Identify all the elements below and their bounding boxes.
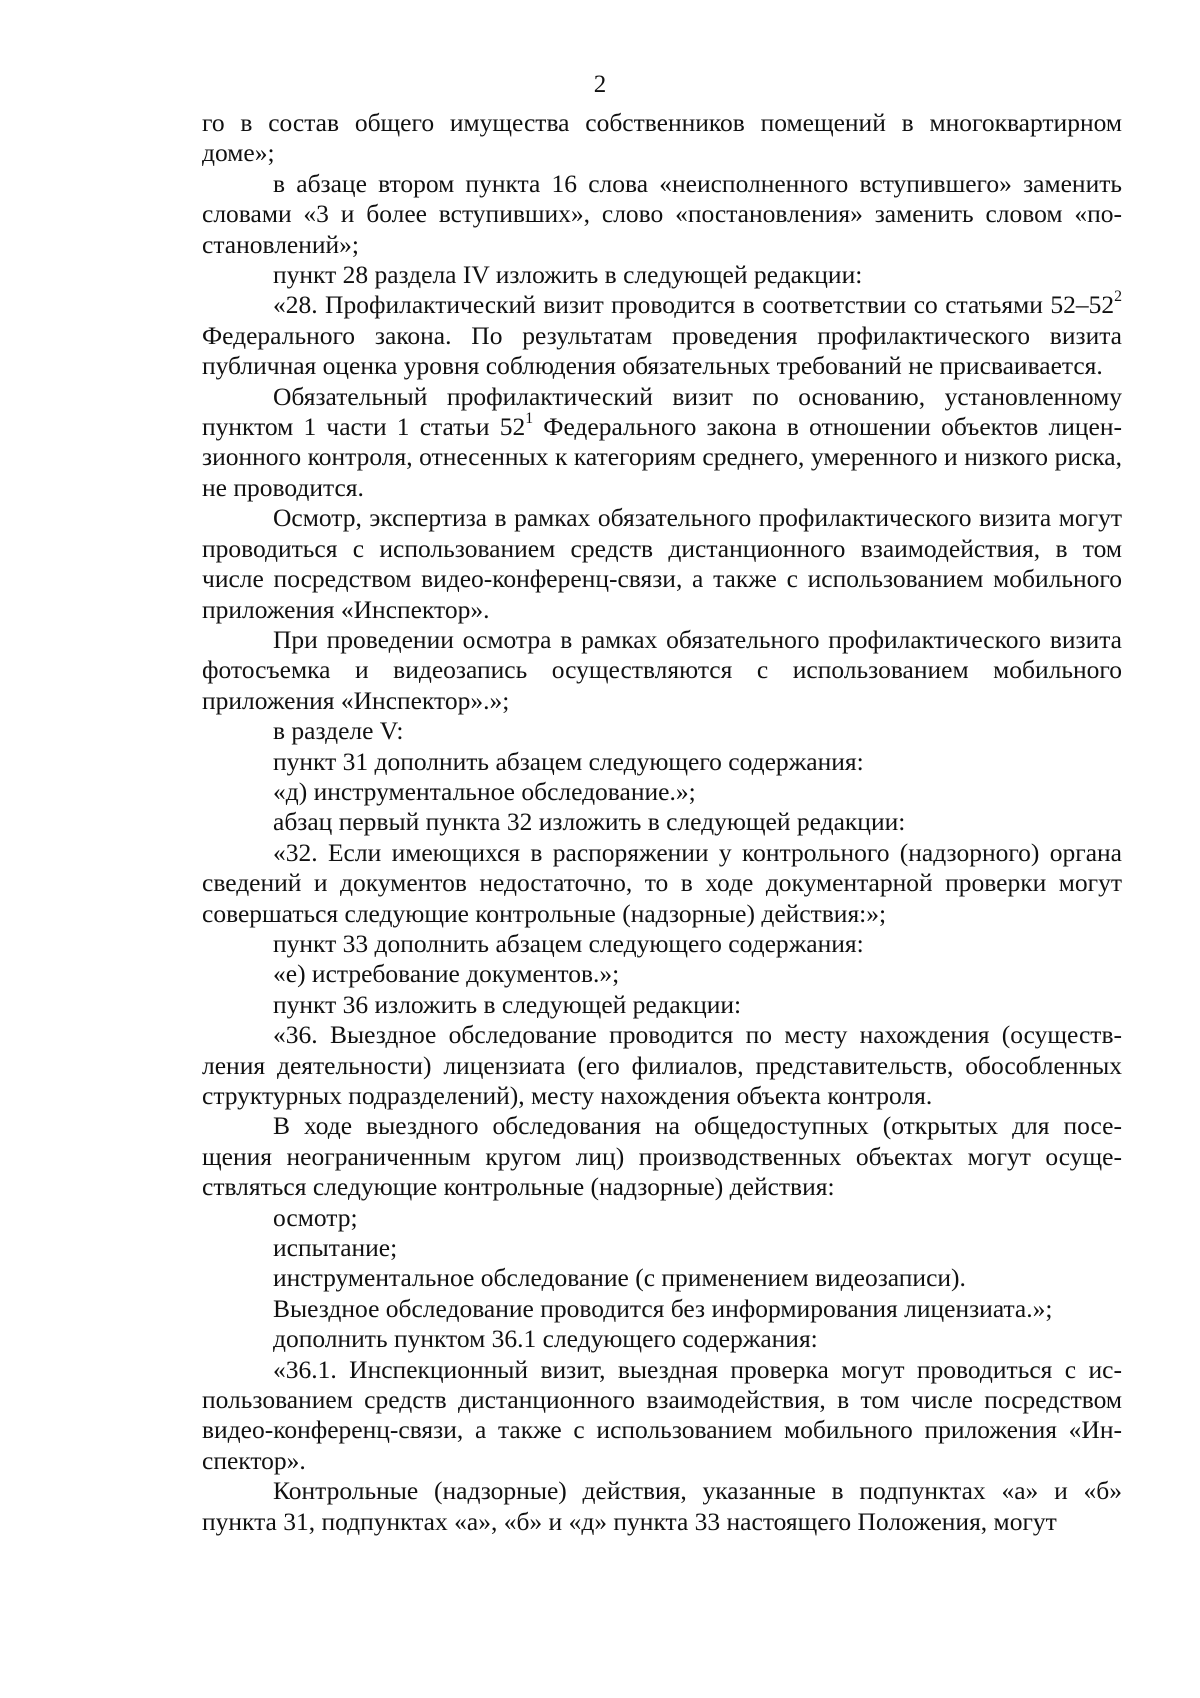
paragraph-inspection-remote: Осмотр, экспертиза в рамках обязательного профилактического визита могут проводиться с использованием средств дистанционного взаимодействия, в том числе посредством видео-конференц-связи, а также с использованием мобильного приложения «Инспектор».	[202, 503, 1122, 624]
paragraph-no-notification: Выездное обследование проводится без информирования лицензиата.»;	[273, 1293, 1053, 1323]
list-item-inspection: осмотр;	[273, 1202, 358, 1232]
paragraph-item-28-intro: пункт 28 раздела IV изложить в следующей редакции:	[273, 260, 863, 290]
paragraph-mandatory-visit: Обязательный профилактический визит по основанию, установленному пунктом 1 части 1 статьи $52^1$ Федерального закона в отношении объектов лицензионного контроля, отнесенных к категориям среднего, умеренного и низкого риска, не проводится.	[202, 381, 1122, 502]
page-number: 2	[593, 71, 607, 98]
paragraph-item-36-1-intro: дополнить пунктом 36.1 следующего содержания:	[273, 1324, 818, 1354]
paragraph-field-survey: В ходе выездного обследования на общедоступных (открытых для посещения неограниченным кругом лиц) производственных объектах могут осуществляться следующие контрольные (надзорные) действия:	[202, 1111, 1122, 1202]
paragraph-item-16: в абзаце втором пункта 16 слова «неисполненного вступившего» заменить словами «3 и более вступивших», слово «постановления» заменить словом «постановлений»;	[202, 168, 1122, 259]
paragraph-control-actions: Контрольные (надзорные) действия, указанные в подпунктах «а» и «б» пункта 31, подпунктах «а», «б» и «д» пункта 33 настоящего Положения, могут	[202, 1476, 1122, 1536]
paragraph-item-31-intro: пункт 31 дополнить абзацем следующего содержания:	[273, 746, 864, 776]
paragraph-item-36-intro: пункт 36 изложить в следующей редакции:	[273, 989, 742, 1019]
paragraph-section-v: в разделе V:	[273, 716, 404, 746]
paragraph-item-32-text: «32. Если имеющихся в распоряжении у контрольного (надзорного) органа сведений и документов недостаточно, то в ходе документарной проверки могут совершаться следующие контрольные (надзорные) действия:»;	[202, 837, 1122, 928]
list-item-testing: испытание;	[273, 1233, 398, 1263]
document-body	[202, 108, 1122, 1537]
paragraph-item-31-d: «д) инструментальное обследование.»;	[273, 776, 696, 806]
list-item-instrumental: инструментальное обследование (с применением видеозаписи).	[273, 1263, 966, 1293]
paragraph-item-36-text: «36. Выездное обследование проводится по месту нахождения (осуществления деятельности) лицензиата (его филиалов, представительств, обособленных структурных подразделений), месту нахождения объекта контроля.	[202, 1020, 1122, 1110]
paragraph-photo-video: При проведении осмотра в рамках обязательного профилактического визита фотосъемка и видеозапись осуществляются с использованием мобильного приложения «Инспектор».»;	[202, 624, 1122, 715]
paragraph-item-33-e: «е) истребование документов.»;	[273, 959, 620, 989]
paragraph-item-33-intro: пункт 33 дополнить абзацем следующего содержания:	[273, 928, 864, 958]
paragraph-continuation: го в состав общего имущества собственников помещений в многоквартирном доме»;	[202, 108, 1122, 168]
paragraph-item-32-intro: абзац первый пункта 32 изложить в следующей редакции:	[273, 807, 906, 837]
paragraph-item-28-text: «28. Профилактический визит проводится в соответствии со статьями $52-52^2$ Федерального закона. По результатам проведения профилактического визита публичная оценка уровня соблюдения обязательных требований не присваивается.	[202, 288, 1122, 381]
paragraph-item-36-1-text: «36.1. Инспекционный визит, выездная проверка могут проводиться с использованием средств дистанционного взаимодействия, в том числе посредством видео-конференц-связи, а также с использованием мобильного приложения «Инспектор».	[202, 1354, 1122, 1475]
